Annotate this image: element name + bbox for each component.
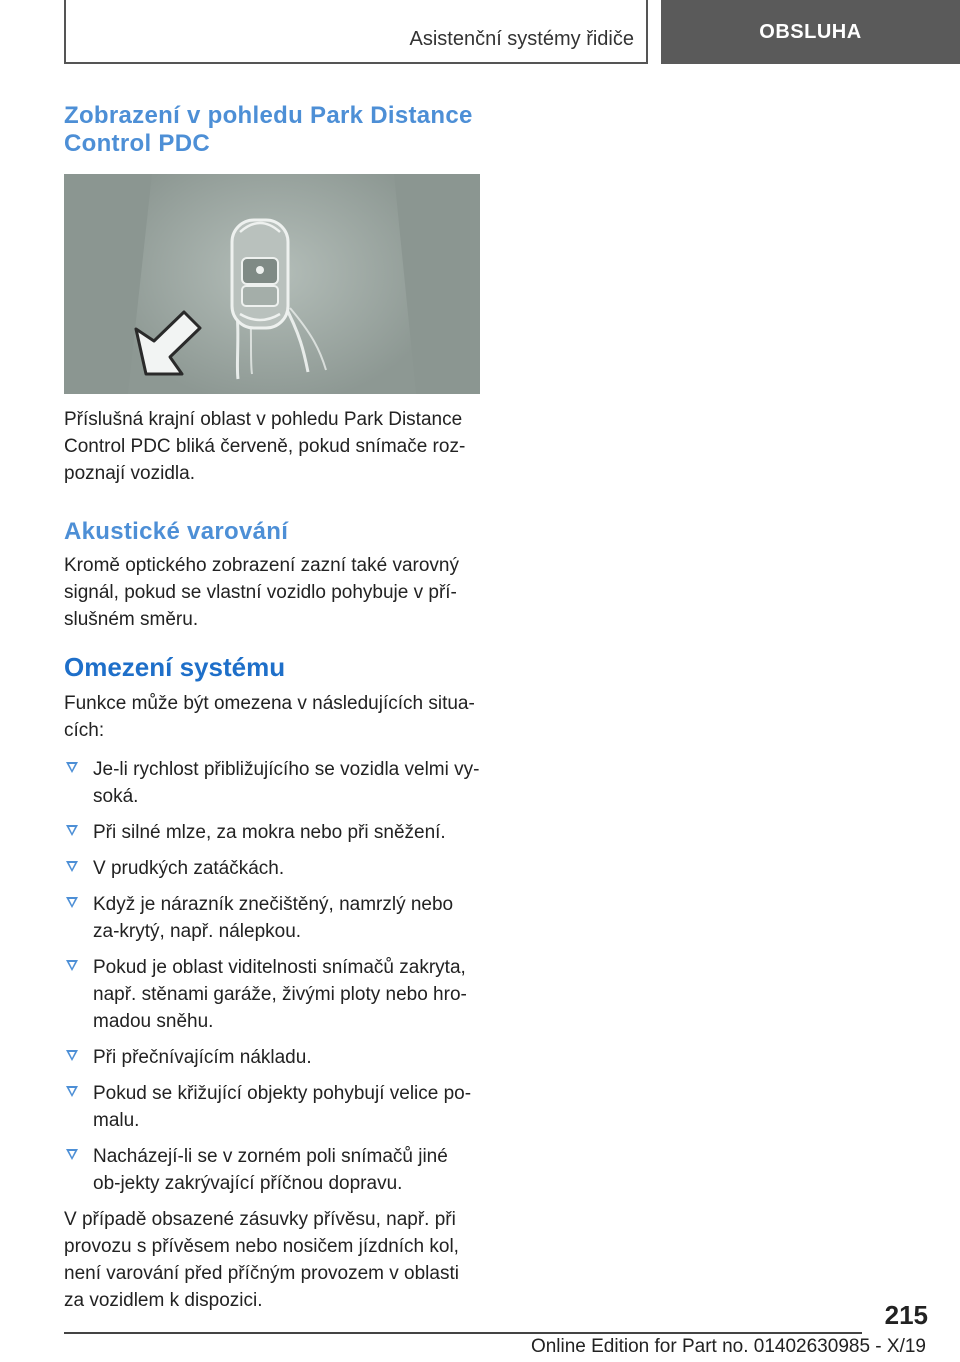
triangle-bullet-icon [66, 1149, 78, 1160]
triangle-bullet-icon [66, 825, 78, 836]
acoustic-warning-text: Kromě optického zobrazení zazní také varovný signál, pokud se vlastní vozidlo pohybuje v pří-slušném směru. [64, 555, 459, 630]
list-item-text: Při silné mlze, za mokra nebo při sněžení. [93, 822, 446, 843]
triangle-bullet-icon [66, 897, 78, 908]
pdc-view-illustration [64, 174, 480, 394]
list-item [64, 756, 480, 810]
header-section-title: Asistenční systémy řidiče [409, 28, 634, 50]
system-limits-heading: Omezení systému [64, 652, 286, 682]
list-item [64, 1044, 480, 1071]
section-acoustic-warning [64, 518, 480, 633]
list-item [64, 1143, 480, 1197]
pdc-car-diagram [64, 174, 480, 394]
pdc-view-heading [64, 102, 480, 158]
list-item [64, 1080, 480, 1134]
list-item-text: Když je nárazník znečištěný, namrzlý nebo za-krytý, např. nálepkou. [93, 894, 454, 942]
header-chapter-tab: OBSLUHA [661, 0, 960, 64]
acoustic-warning-heading: Akustické varování [64, 518, 289, 545]
list-item [64, 819, 480, 846]
triangle-bullet-icon [66, 861, 78, 872]
section-pdc-view [64, 102, 480, 158]
triangle-bullet-icon [66, 1050, 78, 1061]
system-limits-list [64, 756, 480, 1197]
triangle-bullet-icon [66, 762, 78, 773]
footer-divider [64, 1332, 862, 1334]
pdc-view-caption: Příslušná krajní oblast v pohledu Park Distance Control PDC bliká červeně, pokud snímače roz-poznají vozidla. [64, 409, 466, 484]
list-item-text: Pokud je oblast viditelnosti snímačů zakryta, např. stěnami garáže, živými ploty nebo hro-madou sněhu. [93, 957, 467, 1032]
list-item-text: Je-li rychlost přibližujícího se vozidla velmi vy-soká. [93, 759, 480, 807]
list-item-text: Nacházejí-li se v zorném poli snímačů jiné ob-jekty zakrývající příčnou dopravu. [93, 1146, 448, 1194]
system-limits-intro: Funkce může být omezena v následujících situa-cích: [64, 693, 475, 741]
page-number: 215 [884, 1300, 928, 1330]
system-limits-closing: V případě obsazené zásuvky přívěsu, např. při provozu s přívěsem nebo nosičem jízdních kol, není varování před příčným provozem v oblasti za vozidlem k dispozici. [64, 1209, 459, 1311]
list-item [64, 954, 480, 1035]
section-system-limits [64, 652, 480, 1314]
triangle-bullet-icon [66, 960, 78, 971]
list-item [64, 855, 480, 882]
list-item [64, 891, 480, 945]
header-frame [64, 0, 648, 64]
footer-edition: Online Edition for Part no. 01402630985 - X/19 [530, 1336, 926, 1357]
pdc-view-caption-block [64, 406, 480, 487]
pdc-view-heading-line2: Control PDC [64, 130, 210, 157]
list-item-text: V prudkých zatáčkách. [93, 858, 285, 879]
pdc-view-heading-line1: Zobrazení v pohledu Park Distance [64, 102, 473, 129]
list-item-text: Při přečnívajícím nákladu. [93, 1047, 312, 1068]
triangle-bullet-icon [66, 1086, 78, 1097]
list-item-text: Pokud se křižující objekty pohybují velice po-malu. [93, 1083, 472, 1131]
